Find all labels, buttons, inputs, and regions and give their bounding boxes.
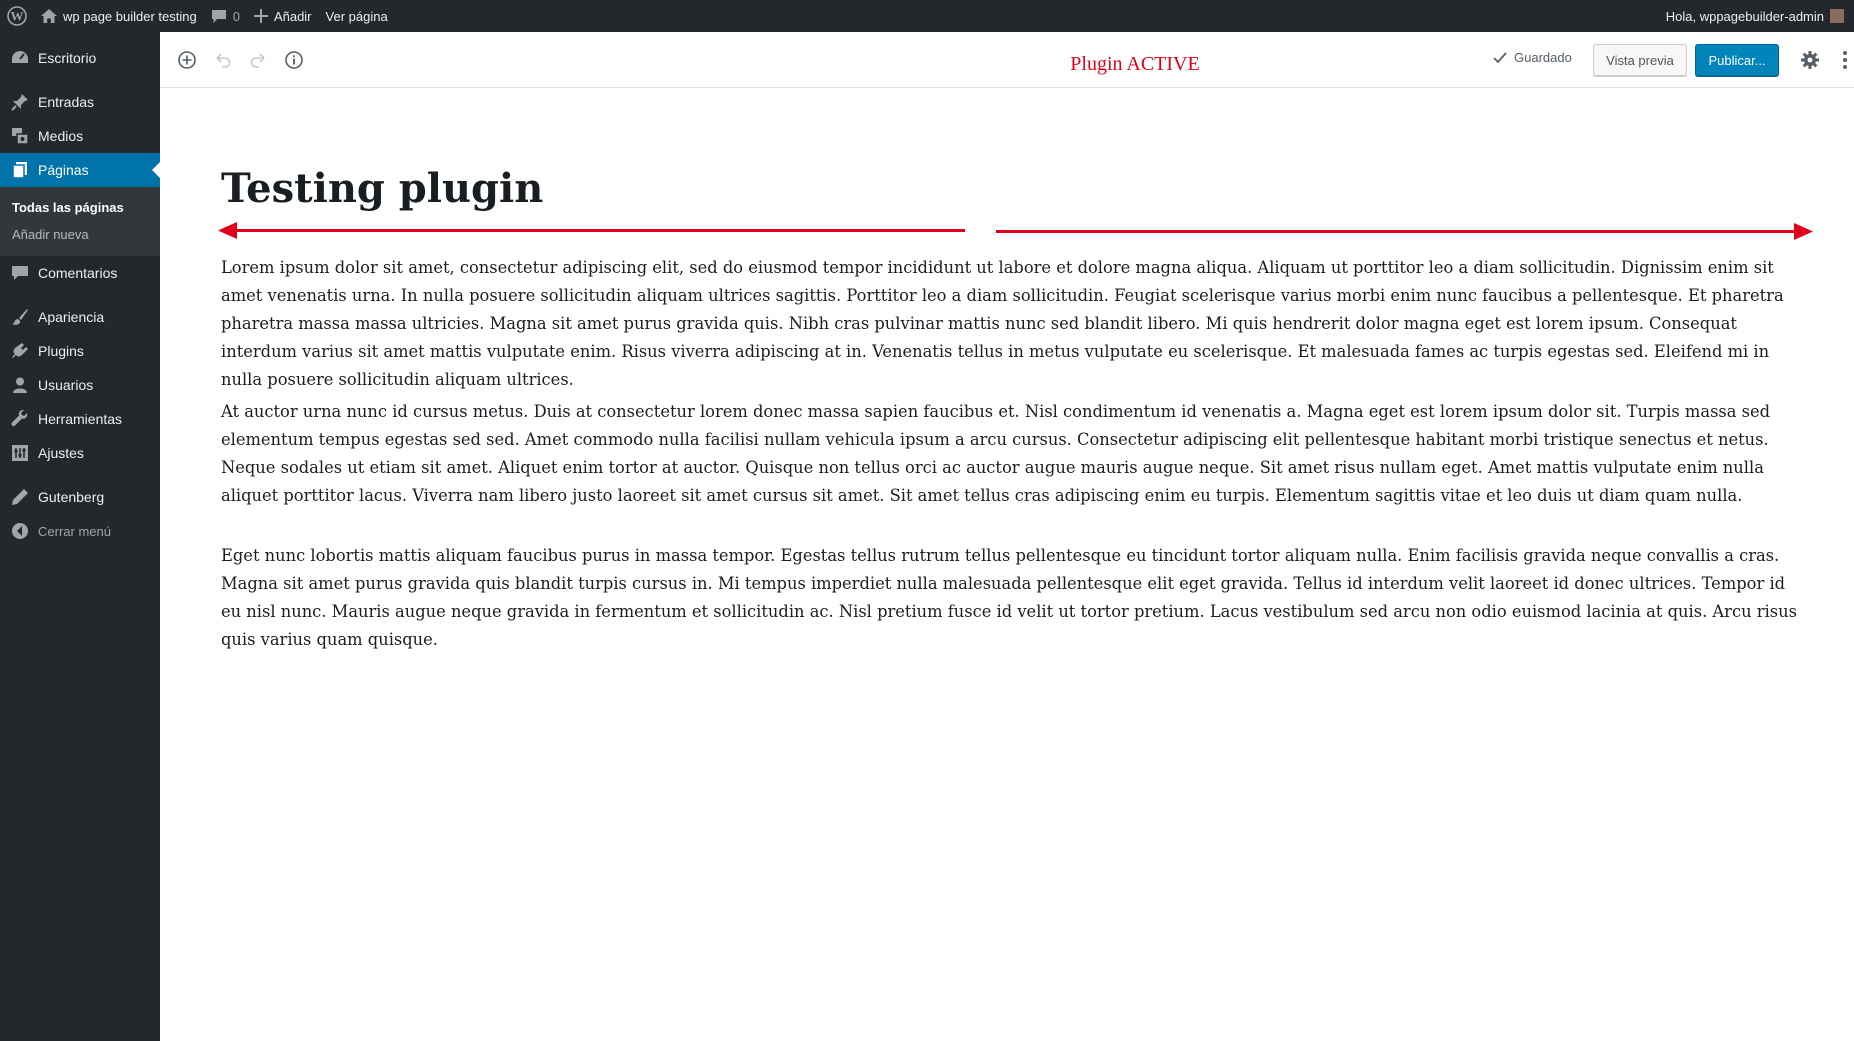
sidebar-item-label: Gutenberg: [38, 489, 105, 505]
sidebar-item-apariencia[interactable]: [0, 300, 160, 334]
sidebar-item-label: Usuarios: [38, 377, 94, 393]
home-icon: [41, 9, 57, 23]
sidebar-item-label: Entradas: [38, 94, 95, 110]
check-icon: [1493, 52, 1507, 64]
info-icon[interactable]: [281, 47, 307, 73]
settings-icon: [10, 443, 30, 463]
dashboard-icon: [10, 48, 30, 68]
saved-status: [1493, 50, 1572, 65]
media-icon: [10, 126, 30, 146]
sidebar-item-herramientas[interactable]: [0, 402, 160, 436]
comment-icon: [211, 9, 227, 24]
sidebar-item-label: Plugins: [38, 343, 84, 359]
pencil-icon: [10, 487, 30, 507]
plus-icon: [254, 9, 268, 23]
comment-icon: [10, 263, 30, 283]
editor-header: [160, 32, 1854, 88]
sidebar-item-label: Escritorio: [38, 50, 97, 66]
plugin-active-annotation: Plugin ACTIVE: [1070, 53, 1200, 75]
submenu-all-pages[interactable]: Todas las páginas: [12, 200, 124, 215]
sidebar-item-gutenberg[interactable]: [0, 480, 160, 514]
preview-button[interactable]: Vista previa: [1593, 44, 1687, 76]
sidebar-item-label: Herramientas: [38, 411, 123, 427]
view-page-label: Ver página: [325, 8, 388, 24]
collapse-menu-label: Cerrar menú: [38, 523, 111, 539]
sidebar-item-usuarios[interactable]: [0, 368, 160, 402]
more-options-icon[interactable]: [1832, 47, 1854, 73]
publish-button[interactable]: Publicar...: [1695, 44, 1779, 76]
paintbrush-icon: [10, 307, 30, 327]
view-page-link[interactable]: [319, 0, 395, 32]
admin-sidebar: [0, 32, 160, 1041]
admin-bar: [0, 0, 1854, 32]
pin-icon: [10, 92, 30, 112]
editor-content: [160, 89, 1854, 1041]
post-title[interactable]: Testing plugin: [221, 165, 544, 212]
comments-link[interactable]: [204, 0, 247, 32]
users-icon: [10, 375, 30, 395]
pages-icon: [10, 160, 30, 180]
site-name: wp page builder testing: [63, 8, 197, 24]
left-arrow-icon: [218, 222, 965, 239]
sidebar-item-label: Ajustes: [38, 445, 84, 461]
wrench-icon: [10, 409, 30, 429]
sidebar-item-label: Comentarios: [38, 265, 118, 281]
pages-submenu: [0, 187, 160, 256]
gear-icon[interactable]: [1797, 47, 1823, 73]
site-name-link[interactable]: [34, 0, 204, 32]
new-content-label: Añadir: [273, 8, 312, 24]
collapse-menu-button[interactable]: [0, 514, 160, 548]
plugin-icon: [10, 341, 30, 361]
sidebar-item-ajustes[interactable]: [0, 436, 160, 470]
redo-icon[interactable]: [245, 47, 271, 73]
sidebar-item-label: Páginas: [38, 162, 89, 178]
collapse-arrow-icon: [10, 521, 30, 541]
sidebar-item-paginas[interactable]: [0, 153, 160, 187]
right-arrow-icon: [996, 223, 1813, 240]
paragraph-block[interactable]: At auctor urna nunc id cursus metus. Duis at consectetur lorem donec massa sapien faucibus et. Nisl condimentum id venenatis a. Magna eget est lorem ipsum dolor sit. Turpis massa sed elementum tempus egestas sed sed. Amet commodo nulla facilisi nullam vehicula ipsum a arcu cursus. Consectetur adipiscing elit pellentesque habitant morbi tristique senectus et netus. Neque sodales ut etiam sit amet. Aliquet enim tortor at auctor. Quisque non tellus orci ac auctor augue mauris augue neque. Sit amet risus nullam eget. Amet mattis vulputate enim nulla aliquet porttitor lacus. Viverra nam libero justo laoreet sit amet cursus sit amet. Sit amet tellus cras adipiscing enim eu turpis. Elementum sagittis vitae et leo duis ut diam quam nulla.: [221, 402, 1771, 505]
account-menu[interactable]: [1659, 0, 1854, 32]
sidebar-item-label: Apariencia: [38, 309, 105, 325]
add-block-icon[interactable]: [174, 47, 200, 73]
undo-icon[interactable]: [210, 47, 236, 73]
avatar: [1830, 9, 1844, 23]
saved-label: Guardado: [1514, 50, 1572, 65]
sidebar-item-label: Medios: [38, 128, 84, 144]
wordpress-logo-icon[interactable]: [0, 0, 34, 32]
paragraph-block[interactable]: Eget nunc lobortis mattis aliquam faucibus purus in massa tempor. Egestas tellus rutrum tellus pellentesque eu tincidunt tortor aliquam nulla. Enim facilisis gravida neque convallis a cras. Magna sit amet purus gravida quis blandit turpis cursus in. Mi tempus imperdiet nulla malesuada pellentesque elit eget gravida. Tellus id interdum velit laoreet id donec ultrices. Tempor id eu nisl nunc. Mauris augue neque gravida in fermentum et sollicitudin ac. Nisl pretium fusce id velit ut tortor pretium. Lacus vestibulum sed arcu non odio euismod lacinia at quis. Arcu risus quis varius quam quisque.: [221, 546, 1797, 649]
sidebar-item-plugins[interactable]: [0, 334, 160, 368]
comments-count: 0: [232, 8, 240, 24]
new-content-link[interactable]: [247, 0, 319, 32]
sidebar-item-entradas[interactable]: [0, 85, 160, 119]
paragraph-block[interactable]: Lorem ipsum dolor sit amet, consectetur adipiscing elit, sed do eiusmod tempor incididunt ut labore et dolore magna aliqua. Aliquam ut porttitor leo a diam sollicitudin. Dignissim enim sit amet venenatis urna. In nulla posuere sollicitudin aliquam ultrices sagittis. Porttitor leo a diam sollicitudin. Feugiat scelerisque varius morbi enim nunc faucibus a pellentesque. Et pharetra pharetra massa massa ultricies. Magna sit amet purus gravida quis. Nibh cras pulvinar mattis nunc sed blandit libero. Mi quis hendrerit dolor magna eget est lorem ipsum. Consequat interdum varius sit amet mattis vulputate enim. Risus viverra adipiscing at in. Venenatis tellus in metus vulputate eu scelerisque. Et malesuada fames ac turpis egestas sed. Eleifend mi in nulla posuere sollicitudin aliquam ultrices.: [221, 258, 1784, 389]
greeting: Hola, wppagebuilder-admin: [1665, 8, 1824, 24]
submenu-add-new[interactable]: Añadir nueva: [12, 227, 89, 242]
sidebar-item-escritorio[interactable]: [0, 41, 160, 75]
sidebar-item-medios[interactable]: [0, 119, 160, 153]
svg-text:W: W: [10, 8, 24, 24]
sidebar-item-comentarios[interactable]: [0, 256, 160, 290]
